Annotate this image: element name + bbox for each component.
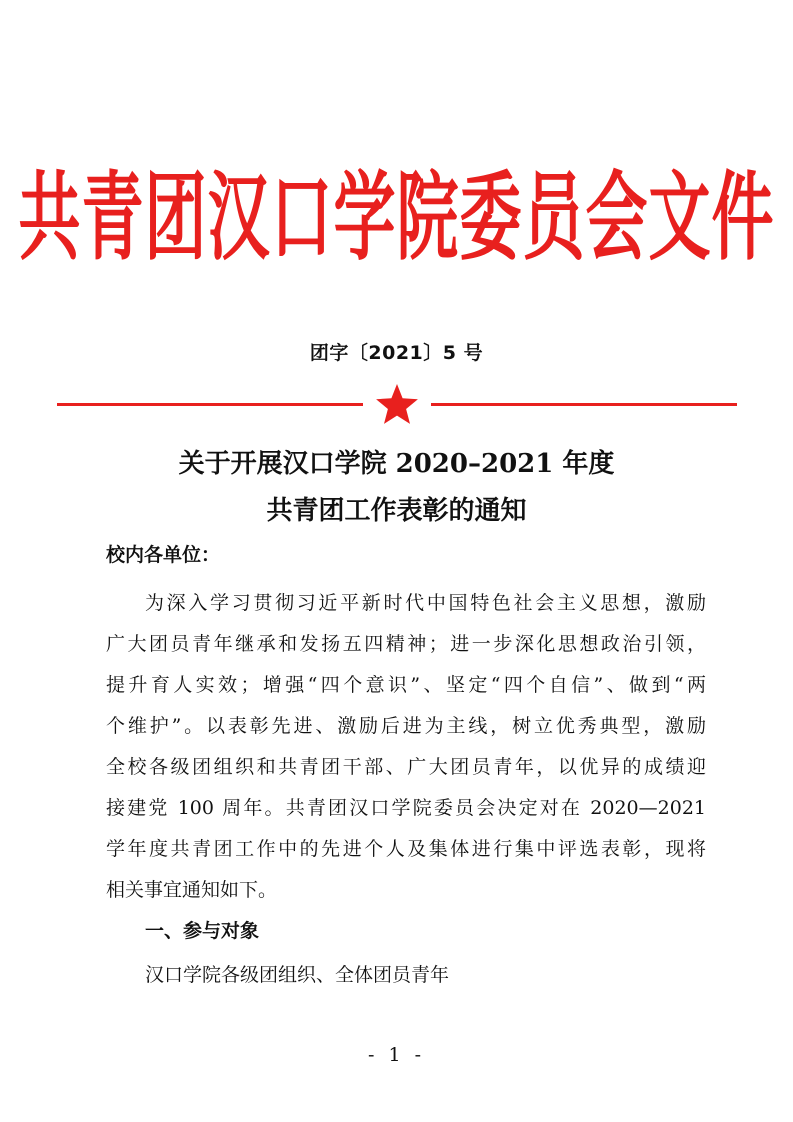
body-paragraph-line: 为深入学习贯彻习近平新时代中国特色社会主义思想，激励 bbox=[145, 592, 706, 614]
document-number: 团字〔2021〕5 号 bbox=[309, 342, 484, 364]
body-paragraph-line: 接建党 100 周年。共青团汉口学院委员会决定对在 2020—2021 bbox=[106, 797, 706, 819]
red-star-icon bbox=[376, 384, 418, 424]
body-paragraph-line: 相关事宜通知如下。 bbox=[106, 879, 278, 901]
body-paragraph-line: 学年度共青团工作中的先进个人及集体进行集中评选表彰，现将 bbox=[106, 838, 706, 860]
salutation: 校内各单位： bbox=[106, 544, 221, 566]
divider-line-left bbox=[57, 403, 363, 406]
body-paragraph-line: 个维护”。以表彰先进、激励后进为主线，树立优秀典型，激励 bbox=[106, 715, 706, 737]
notice-title-line-1: 关于开展汉口学院 2020–2021 年度 bbox=[178, 449, 615, 479]
notice-title-line-2: 共青团工作表彰的通知 bbox=[266, 496, 527, 526]
divider-line-right bbox=[431, 403, 737, 406]
body-paragraph-line: 全校各级团组织和共青团干部、广大团员青年，以优异的成绩迎 bbox=[106, 756, 706, 778]
page-number: - 1 - bbox=[367, 1044, 425, 1066]
section-heading-participants: 一、参与对象 bbox=[145, 920, 260, 942]
body-paragraph-line: 广大团员青年继承和发扬五四精神；进一步深化思想政治引领， bbox=[106, 633, 706, 655]
red-header-title: 共青团汉口学院委员会文件 bbox=[18, 160, 775, 274]
red-star-divider bbox=[57, 382, 737, 426]
body-paragraph-line: 提升育人实效；增强“四个意识”、坚定“四个自信”、做到“两 bbox=[106, 674, 706, 696]
section-content-participants: 汉口学院各级团组织、全体团员青年 bbox=[145, 964, 450, 986]
